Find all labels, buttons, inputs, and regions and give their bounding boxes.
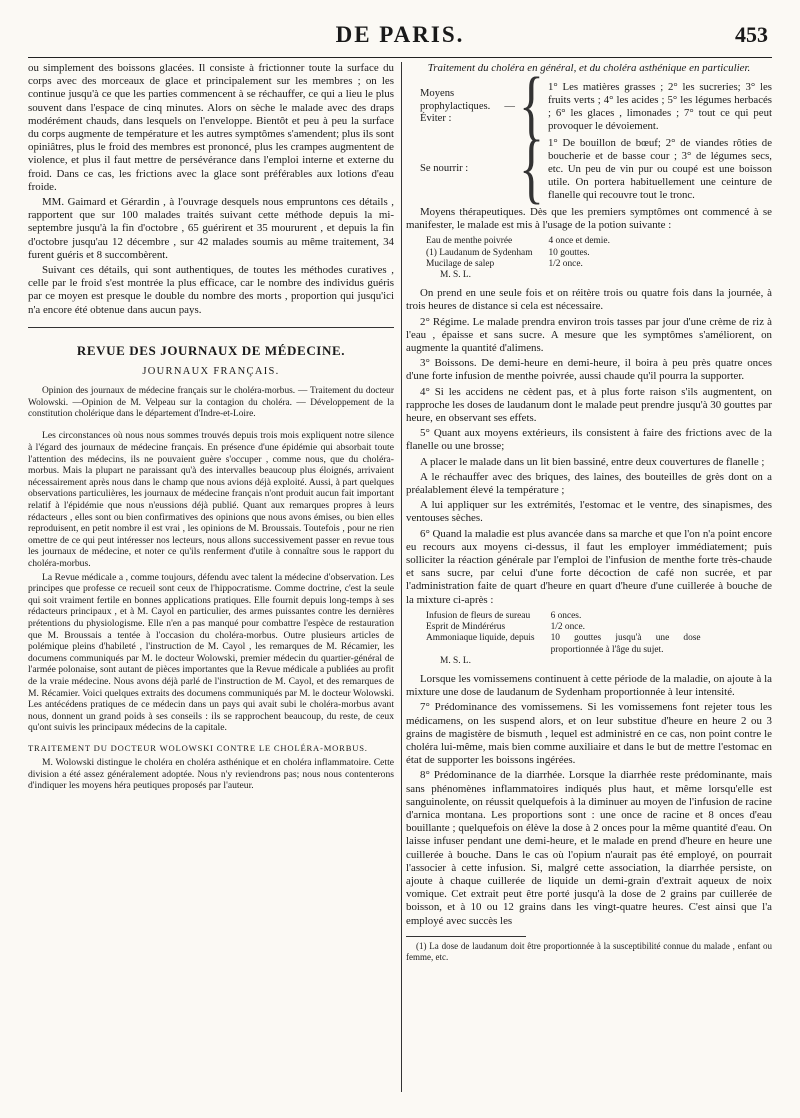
wolowski-paragraph: M. Wolowski distingue le choléra en choléra asthénique et en choléra inflammatoire. Cette division a été assez généralement adoptée. Nous n'y reviendrons pas; nous nous contenterons d'indiquer les moyens héra peutiques proposés par l'auteur. xyxy=(28,757,394,792)
body-paragraph: A placer le malade dans un lit bien bassiné, entre deux couvertures de flanelle ; xyxy=(420,455,765,468)
wolowski-title: TRAITEMENT DU DOCTEUR WOLOWSKI CONTRE LE CHOLÉRA-MORBUS. xyxy=(28,742,368,753)
mixture-recipe xyxy=(426,611,717,667)
page-header xyxy=(28,22,772,52)
brace: { xyxy=(519,126,544,212)
recipe-row xyxy=(426,236,626,247)
left-column xyxy=(28,62,394,1102)
nourish-label: Se nourrir : xyxy=(420,163,469,175)
ingredient-dose: 1/2 once. xyxy=(550,622,585,633)
ingredient-dose: 4 once et demie. xyxy=(548,236,610,247)
section-subtitle: JOURNAUX FRANÇAIS. xyxy=(142,366,280,378)
intro-paragraph: MM. Gaimard et Gérardin , à l'ouvrage desquels nous empruntons ces détails , rapportent que sur 100 malades traités suivant cette méthode depuis la mi-septembre jusqu'à la fin d'octobre , 65 guérirent et 35 moururent , et depuis la fin d'octobre jusqu'au 12 décembre , sur 42 malades soumis au même traitement, 34 furent guéris et 8 succombèrent. xyxy=(28,196,394,261)
potion-recipe xyxy=(426,236,626,281)
body-paragraph: On prend en une seule fois et on réitère trois ou quatre fois dans la journée, à trois heures de distance si cela est nécessaire. xyxy=(406,287,772,313)
recipe-row xyxy=(426,259,626,270)
ingredient-dose xyxy=(548,270,625,281)
nourish-block xyxy=(406,126,772,212)
recipe-row xyxy=(426,622,717,633)
ingredient-dose: 6 onces. xyxy=(550,610,582,621)
text-columns xyxy=(28,62,772,1102)
body-paragraph: A lui appliquer sur les extrémités, l'estomac et le ventre, des sinapismes, des ventouses sèches. xyxy=(406,499,772,525)
brace: { xyxy=(519,63,544,149)
body-paragraph: 3° Boissons. De demi-heure en demi-heure, il boira à peu près quatre onces d'une forte infusion de menthe poivrée, aussi chaude qu'il pourra la supporter. xyxy=(406,357,772,383)
ingredient-name: Mucilage de salep xyxy=(426,258,495,269)
body-paragraph: 7° Prédominance des vomissemens. Si les vomissemens font rejeter tous les médicamens, on les suspend alors, et on leur substitue d'heure en heure 2 ou 3 grains de magistère de bismuth , lequel est administré en ce cas, non point contre le choléra lui-même, mais bien comme auxiliaire et dans le but de mettre l'estomac en état de supporter les boissons ingérées. xyxy=(406,701,772,767)
column-divider xyxy=(401,62,402,1092)
ingredient-name: M. S. L. xyxy=(440,270,471,281)
body-paragraph: A le réchauffer avec des briques, des laines, des bouteilles de grès dont on a préalablement élevé la température ; xyxy=(406,470,772,497)
review-paragraph: Les circonstances où nous nous sommes trouvés depuis trois mois expliquent notre silence à l'égard des journaux de médecine français. En présence d'une épidémie qui absorbait toute l'attention des médecins, ils ne pouvaient guère s'occuper , comme nous, que du choléra-morbus. Mais la plupart ne paraissant qu'à des intervalles beaucoup plus éloignés, arrivaient nécessairement après nous dans le champ que nous avions déjà exploité. Aussi, à part quelques observations particulières, les journaux de médecine français n'ont produit aucun fait important relatif à l'épidémie que nous n'eussions déjà publié. Quant aux remarques propres à leurs rédacteurs , elles sont ou bien confirmatives des opinions que nous avons émises, ou bien elles reproduisent, en petit nombre il est vrai , les opinions de M. Broussais. Toutefois , pour ne rien omettre de ce qui peut intéresser nos lecteurs, nous allons successivement passer en revue tous les journaux de médecine, et noter ce qu'ils renferment d'utile à connaître sous le rapport du choléra-morbus. xyxy=(28,430,394,570)
ingredient-name: M. S. L. xyxy=(440,655,471,666)
nourish-text: 1° De bouillon de bœuf; 2° de viandes rôties de boucherie et de basse cour ; 3° de légumes secs, etc. Un peu de vin pur ou coupé est une boisson utile. On portera habituellement une ceinture de flanelle qui recouvre tout le tronc. xyxy=(547,137,772,201)
section-rule xyxy=(28,327,394,328)
recipe-row xyxy=(426,270,626,281)
body-paragraph: Lorsque les vomissemens continuent à cette période de la maladie, on ajoute à la mixture une dose de laudanum de Sydenham proportionnée à leur intensité. xyxy=(406,672,772,699)
recipe-row xyxy=(426,611,717,622)
section-title: REVUE DES JOURNAUX DE MÉDECINE. xyxy=(76,342,346,358)
ingredient-dose: 1/2 once. xyxy=(548,258,583,269)
ingredient-name: Infusion de fleurs de sureau xyxy=(426,610,531,621)
recipe-row xyxy=(426,656,717,667)
therapeutic-paragraph: Moyens thérapeutiques. Dès que les premiers symptômes ont commencé à se manifester, le malade est mis à l'usage de la potion suivante : xyxy=(406,206,772,232)
footnote-rule xyxy=(406,936,526,937)
avoid-label: Moyens prophylactiques. —Éviter : xyxy=(420,88,515,125)
ingredient-name: Ammoniaque liquide, depuis xyxy=(426,633,535,644)
footnote: (1) La dose de laudanum doit être proportionnée à la susceptibilité connue du malade , enfant ou femme, etc. xyxy=(406,940,772,962)
recipe-row xyxy=(426,248,626,259)
review-paragraph: La Revue médicale a , comme toujours, défendu avec talent la médecine d'observation. Les principes que professe ce recueil sont ceux de l'hippocratisme. Comme doctrine, c'est la seule qui soit vraiment fertile en bonnes applications pratiques. Elle fournit depuis long-temps à ses rédacteurs principaux , et à M. Cayol en particulier, des armes puissantes contre les dernières prétentions du physiologisme. Elle n'en a pas manqué pour combattre l'espèce de restauration que M. Broussais a tentée à l'occasion du choléra-morbus. Outre plusieurs articles de polémique pleins d'habileté , l'instruction de M. Cayol , les remarques de M. Récamier, les documens communiqués par M. le docteur Wolowski, premier médecin du quartier-général de l'armée polonaise, sont autant de pièces importantes que la Revue médicale a publiées au profit de la vraie médecine. Nous avons déjà parlé de l'instruction de M. Cayol, et des remarques de M. Récamier. Voici quelques extraits des documens communiqués par M. le docteur Wolowski. Les antécédens pratiques de ce médecin dans un pays qui avait subi le choléra-morbus avant nous, donnent un grand poids à ses conseils : ils se rapprochent beaucoup, du reste, de ceux qu'ont suivis les principaux médecins de la capitale. xyxy=(28,571,394,734)
body-paragraph: 6° Quand la maladie est plus avancée dans sa marche et que l'on n'a point encore eu recours aux moyens ci-dessus, il faut les employer immédiatement; puis solliciter la réaction générale par l'emploi de l'infusion de menthe forte très-chaude et sans sucre, par celui d'une forte décoction de café non sucrée, et par l'administration faite de quart d'heure en quart d'heure d'une cuillerée à bouche de la mixture ci-après : xyxy=(406,527,772,606)
ingredient-dose xyxy=(551,656,717,667)
body-paragraph: 8° Prédominance de la diarrhée. Lorsque la diarrhée reste prédominante, mais sans phénomènes inflammatoires indiqués plus haut, et même lorsqu'elle est sanguinolente, on réussit quelquefois à la diminuer au moyen de l'infusion de racine d'arnica montana. Les proportions sont : une once de racine et 8 onces d'eau bouillante ; quelquefois on élève la dose à 2 onces pour la même quantité d'eau. On laisse infuser pendant une demi-heure, et le malade en prend d'heure en heure une cuillerée à bouche. Dans le cas où l'opium n'aurait pas été employé, on pourrait l'associer à cette infusion. Si, malgré cette association, la diarrhée persiste, on ajoute à chaque cuillerée de liquide un demi-grain d'extrait aqueux de noix vomique. Cet extrait peut être porté jusqu'à la dose de 2 grains par cuillerée de boisson, et à 10 ou 12 grains dans les vingt-quatre heures. C'est ainsi que l'a employé avec succès les xyxy=(406,769,772,927)
right-column xyxy=(406,62,772,1102)
body-paragraph: 2° Régime. Le malade prendra environ trois tasses par jour d'une crème de riz à l'eau , épaisse et sans sucre. A mesure que les symptômes s'améliorent, on augmente la quantité d'alimens. xyxy=(406,315,772,355)
ingredient-name: Eau de menthe poivrée xyxy=(426,236,513,247)
ingredient-name: Esprit de Mindérérus xyxy=(426,622,506,633)
ingredient-dose: 10 gouttes jusqu'à une dose proportionnée à l'âge du sujet. xyxy=(550,633,701,655)
running-title: DE PARIS. xyxy=(335,22,465,47)
intro-paragraph: ou simplement des boissons glacées. Il consiste à frictionner toute la surface du corps avec des morceaux de glace et principalement sur les membres ; on les continue jusqu'à ce que les parties commencent à se réchauffer, ce qui a lieu le plus souvent dans l'espace de cinq minutes. Alors on sèche le malade avec des draps modérément chauds, dans lesquels on l'enveloppe. Bientôt et peu à peu la surface du corps augmente de température et les autres symptômes s'amendent; plus ils sont opiniâtres, plus le froid des membres est prononcé, plus les crampes augmentent de violence, et plus il faut mettre de persévérance dans l'emploi interne et externe du froid. Dans ce cas, les frictions avec la glace sont préférables aux lotions d'eau froide. xyxy=(28,62,394,193)
intro-paragraph: Suivant ces détails, qui sont authentiques, de toutes les méthodes curatives , celle par le froid s'est montrée la plus efficace, car le nombre des individus guéris par ce moyen est presque le double du nombre des morts , proportion qui jusqu'ici n'a encore été obtenue dans aucun pays. xyxy=(28,264,394,316)
ingredient-name: (1) Laudanum de Sydenham xyxy=(426,247,533,258)
ingredient-dose: 10 gouttes. xyxy=(548,247,590,258)
treatment-title: Traitement du choléra en général, et du choléra asthénique en particulier. xyxy=(427,62,751,74)
body-paragraph: 4° Si les accidens ne cèdent pas, et à plus forte raison s'ils augmentent, on rapproche les doses de laudanum dont le malade peut prendre jusqu'à 30 gouttes par heure, en observant ses effets. xyxy=(406,385,772,425)
section-summary: Opinion des journaux de médecine français sur le choléra-morbus. — Traitement du docteur Wolowski. —Opinion de M. Velpeau sur la contagion du choléra. — Développement de la constitution cholérique dans le département d'Indre-et-Loire. xyxy=(28,386,394,420)
header-rule xyxy=(28,57,772,58)
recipe-row xyxy=(426,633,717,655)
page-number: 453 xyxy=(735,22,768,47)
body-paragraph: 5° Quant aux moyens extérieurs, ils consistent à faire des frictions avec de la flanelle ou une brosse; xyxy=(406,427,772,453)
avoid-text: 1° Les matières grasses ; 2° les sucreries; 3° les fruits verts ; 4° les acides ; 5° les légumes herbacés ; 6° les glaces , limonades ; 7° tout ce qui peut provoquer le dévoiement. xyxy=(547,81,772,132)
